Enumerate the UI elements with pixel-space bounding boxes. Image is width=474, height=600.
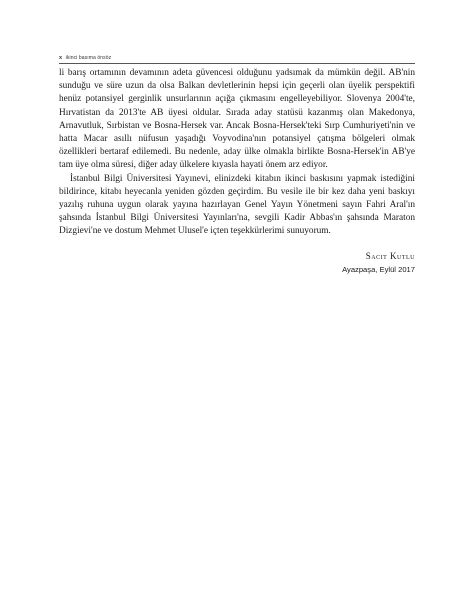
body-text (59, 67, 415, 239)
header-rule (59, 63, 415, 64)
paragraph-2: İstanbul Bilgi Üniversitesi Yayınevi, elinizdeki kitabın ikinci baskısını yapmak istediğini bildirince, kitabı heyecanla yeniden gözden geçirdim. Bu vesile ile bir kez daha yeni baskıyı yazılış ruhuna uygun olarak yayına hazırlayan Genel Yayın Yönetmeni sayın Fahri Aral'ın şahsında İstanbul Bilgi Üniversitesi Yayınları'na, sevgili Kadir Abbas'ın şahsında Maraton Dizgievi'ne ve dostum Mehmet Ulusel'e içten teşekkürlerimi sunuyorum. (59, 173, 415, 237)
author-name: Sacit Kutlu (365, 251, 415, 261)
running-title: ikinci basıma önsöz (65, 55, 112, 61)
signature-block (342, 249, 415, 277)
running-header (59, 55, 111, 61)
place-date: Ayazpaşa, Eylül 2017 (342, 265, 415, 274)
page-number: x (59, 55, 63, 61)
paragraph-1: li barış ortamının devamının adeta güvencesi olduğunu yadsımak da mümkün değil. AB'nin sunduğu ve süre uzun da olsa Balkan devletlerinin hepsi için geçerli olan üyelik perspektifi henüz potansiyel gerginlik unsurlarının açığa çıkmasını engelleyebiliyor. Slovenya 2004'te, Hırvatistan da 2013'te AB üyesi oldular. Sırada aday statüsü kazanmış olan Makedonya, Arnavutluk, Sırbistan ve Bosna-Hersek var. Ancak Bosna-Hersek'teki Sırp Cumhuriyeti'nin ve hatta Macar asıllı nüfusun yaşadığı Voyvodina'nın potansiyel çatışma bölgeleri olmak özellikleri bertaraf edilemedi. Bu nedenle, aday ülke olmakla birlikte Bosna-Hersek'in AB'ye tam üye olma süresi, diğer aday ülkelere kıyasla hayati önem arz ediyor. (59, 68, 415, 171)
